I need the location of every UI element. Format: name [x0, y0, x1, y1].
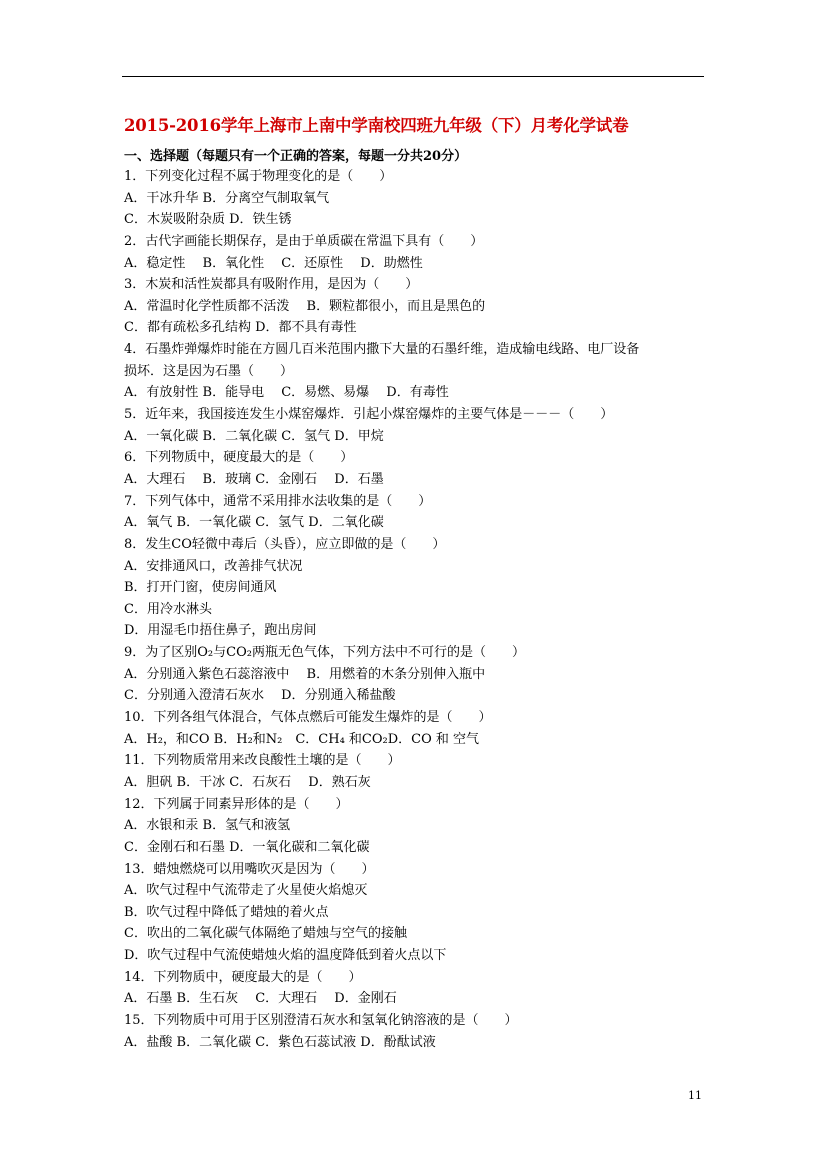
- question-line: D．用湿毛巾捂住鼻子，跑出房间: [124, 623, 317, 639]
- question-line: A．干冰升华 B．分离空气制取氧气: [124, 190, 330, 206]
- question-line: A．一氧化碳 B．二氧化碳 C．氢气 D．甲烷: [124, 428, 384, 444]
- question-line: 10．下列各组气体混合，气体点燃后可能发生爆炸的是（ ）: [124, 710, 492, 726]
- question-line: 12．下列属于同素异形体的是（ ）: [124, 796, 349, 812]
- question-list: [124, 166, 709, 1053]
- question-line: A．盐酸 B．二氧化碳 C．紫色石蕊试液 D．酚酞试液: [124, 1034, 436, 1050]
- question-line: 2．古代字画能长期保存，是由于单质碳在常温下具有（ ）: [124, 233, 484, 249]
- question-line: 8．发生CO轻微中毒后（头昏），应立即做的是（ ）: [124, 536, 446, 552]
- question-line: 9．为了区别O₂与CO₂两瓶无色气体，下列方法中不可行的是（ ）: [124, 645, 525, 661]
- question-line: 5．近年来，我国接连发生小煤窑爆炸．引起小煤窑爆炸的主要气体是－－－（ ）: [124, 407, 614, 423]
- question-line: 14．下列物质中，硬度最大的是（ ）: [124, 969, 362, 985]
- document-title: 2015-2016学年上海市上南中学南校四班九年级（下）月考化学试卷: [124, 116, 629, 135]
- question-line: 1．下列变化过程不属于物理变化的是（ ）: [124, 169, 393, 184]
- question-line: 6．下列物质中，硬度最大的是（ ）: [124, 450, 354, 466]
- question-line: 损坏．这是因为石墨（ ）: [124, 363, 294, 379]
- question-line: 7．下列气体中，通常不采用排水法收集的是（ ）: [124, 493, 432, 509]
- question-line: C．木炭吸附杂质 D．铁生锈: [124, 212, 292, 228]
- question-line: A．H₂，和CO B．H₂和N₂ C．CH₄ 和CO₂D．CO 和 空气: [124, 731, 480, 747]
- question-line: 11．下列物质常用来改良酸性土壤的是（ ）: [124, 753, 401, 769]
- question-line: A．有放射性 B．能导电 C．易燃、易爆 D．有毒性: [124, 385, 449, 401]
- question-line: 4．石墨炸弹爆炸时能在方圆几百米范围内撒下大量的石墨纤维，造成输电线路、电厂设备: [124, 342, 640, 358]
- question-line: B．吹气过程中降低了蜡烛的着火点: [124, 904, 329, 920]
- page-number: 11: [688, 1089, 702, 1102]
- question-line: A．水银和汞 B．氢气和液氢: [124, 818, 291, 834]
- question-line: A．胆矾 B．干冰 C．石灰石 D．熟石灰: [124, 774, 371, 790]
- question-line: A．稳定性 B．氧化性 C．还原性 D．助燃性: [124, 255, 423, 271]
- question-line: 3．木炭和活性炭都具有吸附作用，是因为（ ）: [124, 277, 419, 293]
- question-line: A．大理石 B．玻璃 C．金刚石 D．石墨: [124, 471, 384, 487]
- section-heading: 一、选择题（每题只有一个正确的答案，每题一分共20分）: [124, 149, 468, 164]
- question-line: A．吹气过程中气流带走了火星使火焰熄灭: [124, 883, 368, 899]
- question-line: C．都有疏松多孔结构 D．都不具有毒性: [124, 320, 357, 336]
- question-line: C．金刚石和石墨 D．一氧化碳和二氧化碳: [124, 839, 370, 855]
- question-line: C．用冷水淋头: [124, 601, 212, 617]
- question-line: C．吹出的二氧化碳气体隔绝了蜡烛与空气的接触: [124, 926, 407, 942]
- question-line: A．氧气 B．一氧化碳 C．氢气 D．二氧化碳: [124, 515, 384, 531]
- question-line: 15．下列物质中可用于区别澄清石灰水和氢氧化钠溶液的是（ ）: [124, 1012, 518, 1028]
- question-line: A．分别通入紫色石蕊溶液中 B．用燃着的木条分别伸入瓶中: [124, 666, 486, 682]
- question-line: A．石墨 B．生石灰 C．大理石 D．金刚石: [124, 991, 397, 1007]
- question-line: B．打开门窗，使房间通风: [124, 580, 277, 596]
- question-line: A．常温时化学性质都不活泼 B．颗粒都很小，而且是黑色的: [124, 298, 486, 314]
- question-line: C．分别通入澄清石灰水 D．分别通入稀盐酸: [124, 688, 396, 704]
- header-rule: [122, 76, 704, 77]
- question-line: 13．蜡烛燃烧可以用嘴吹灭是因为（ ）: [124, 861, 375, 877]
- question-line: D．吹气过程中气流使蜡烛火焰的温度降低到着火点以下: [124, 948, 447, 964]
- question-line: A．安排通风口，改善排气状况: [124, 558, 303, 574]
